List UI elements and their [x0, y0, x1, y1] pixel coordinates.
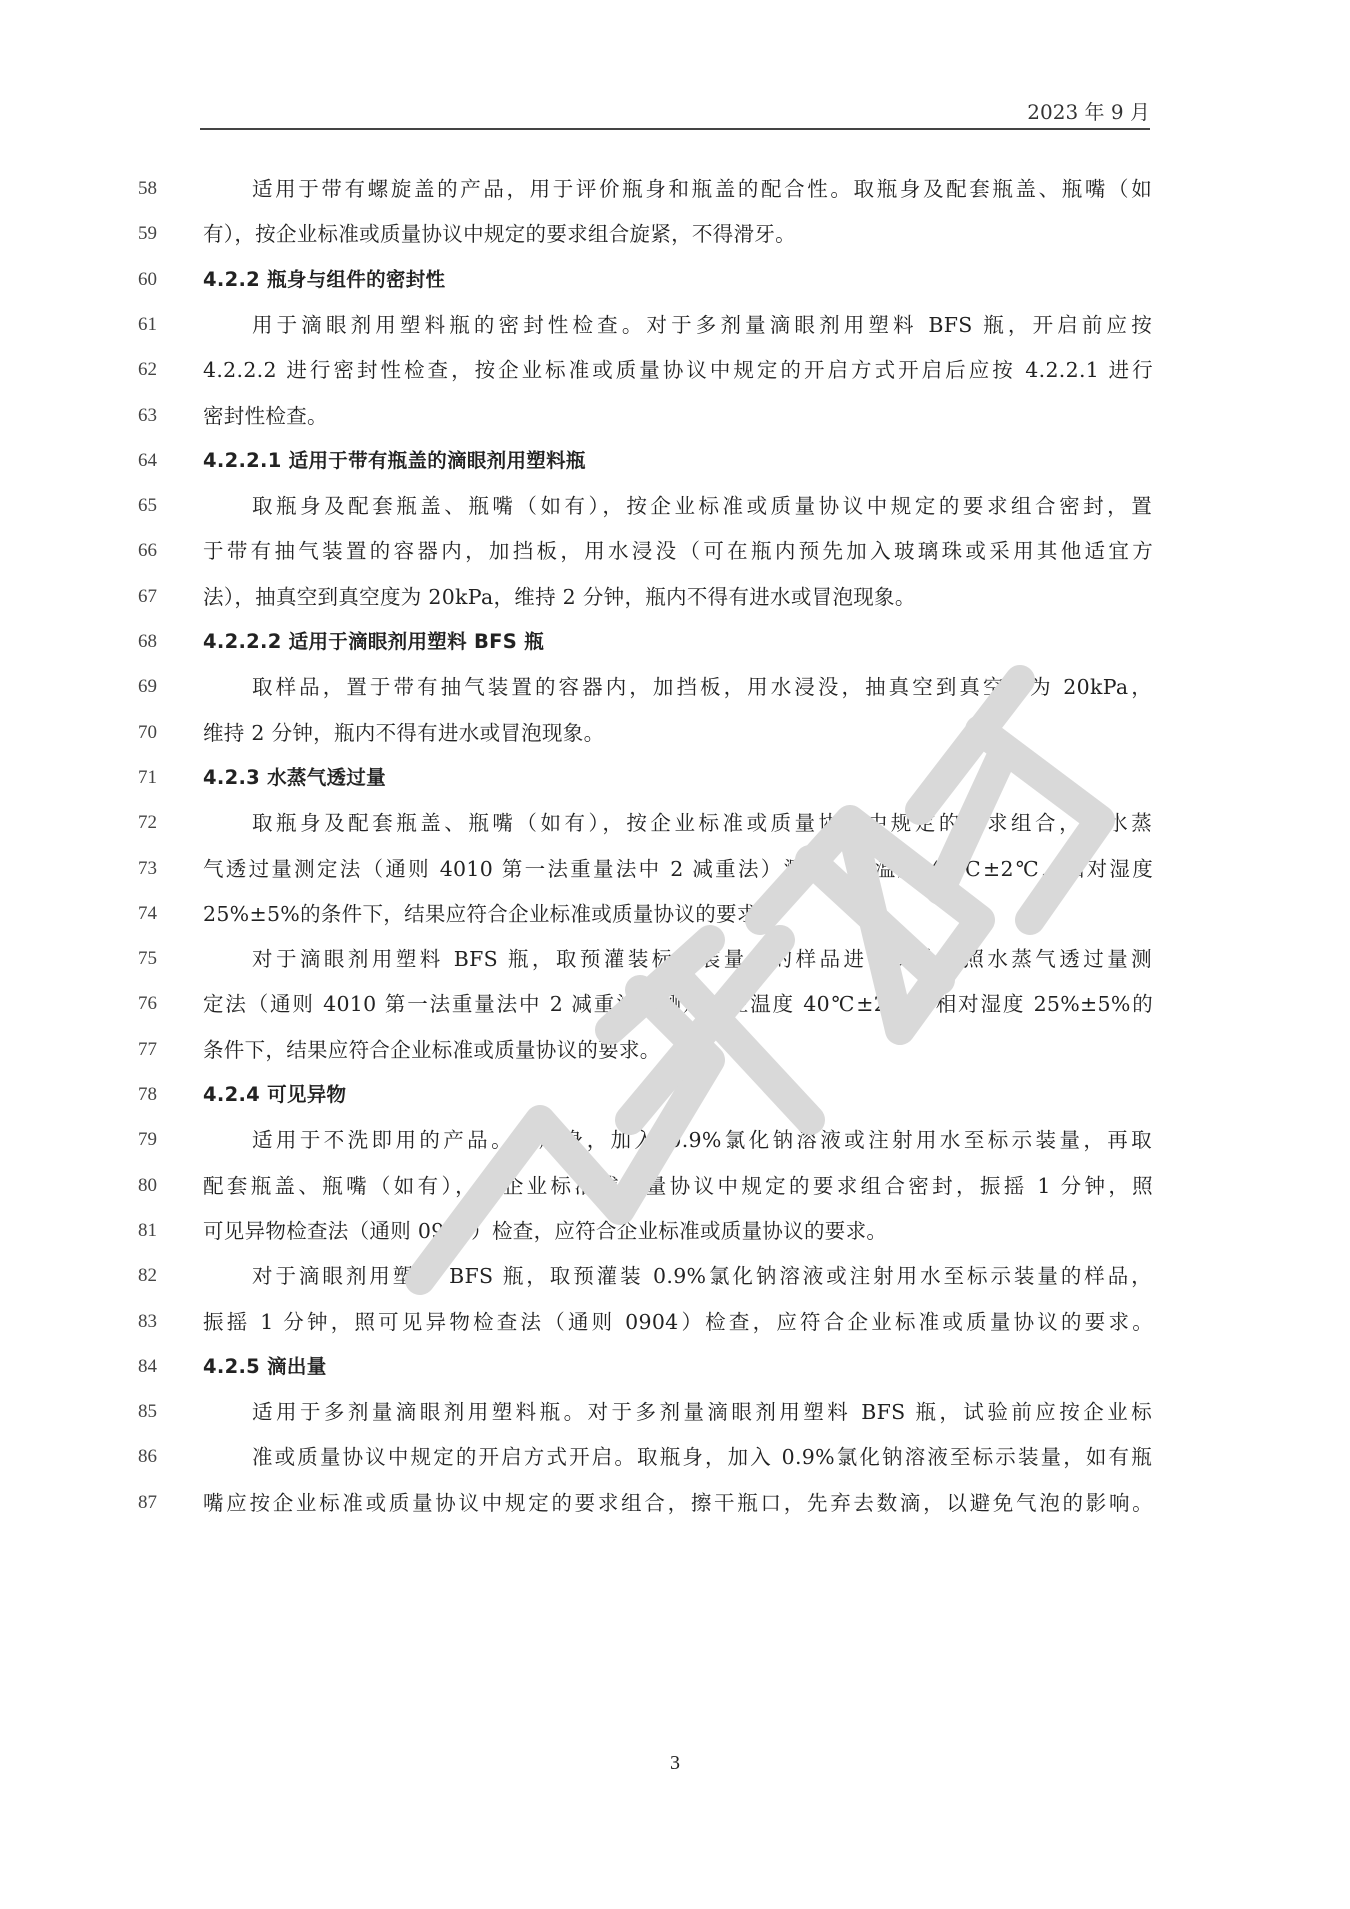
document-line — [0, 1214, 1350, 1248]
document-line — [0, 172, 1350, 206]
line-number: 70 — [138, 721, 157, 743]
line-number: 71 — [138, 766, 157, 788]
line-text: 取瓶身及配套瓶盖、瓶嘴（如有），按企业标准或质量协议中规定的要求组合密封，置 — [252, 494, 1152, 519]
section-heading: 4.2.2.2 适用于滴眼剂用塑料 BFS 瓶 — [203, 630, 544, 653]
document-line — [0, 897, 1350, 931]
document-line — [0, 670, 1350, 704]
document-line — [0, 1395, 1350, 1429]
line-number: 72 — [138, 812, 157, 834]
section-heading: 4.2.5 滴出量 — [203, 1354, 327, 1378]
document-line — [0, 1486, 1350, 1520]
line-number: 81 — [138, 1219, 157, 1241]
document-line — [0, 489, 1350, 523]
document-line — [0, 353, 1350, 387]
line-text: 对于滴眼剂用塑料 BFS 瓶，取预灌装标示装量水的样品进行试验，照水蒸气透过量测 — [252, 947, 1152, 972]
header-rule — [200, 128, 1150, 130]
line-text: 取瓶身及配套瓶盖、瓶嘴（如有），按企业标准或质量协议中规定的要求组合，照水蒸 — [252, 811, 1152, 836]
line-text: 对于滴眼剂用塑料 BFS 瓶，取预灌装 0.9%氯化钠溶液或注射用水至标示装量的样品， — [252, 1264, 1152, 1289]
document-line — [0, 625, 1350, 659]
line-text: 气透过量测定法（通则 4010 第一法重量法中 2 减重法）测定，在温度 40℃±2℃，相对湿度 — [203, 856, 1153, 881]
line-number: 62 — [138, 359, 157, 381]
line-number: 66 — [138, 540, 157, 562]
line-number: 63 — [138, 404, 157, 426]
line-text: 嘴应按企业标准或质量协议中规定的要求组合，擦干瓶口，先弃去数滴，以避免气泡的影响。 — [203, 1490, 1153, 1515]
line-number: 85 — [138, 1401, 157, 1423]
section-heading: 4.2.4 可见异物 — [203, 1083, 347, 1106]
document-line — [0, 263, 1350, 297]
line-text: 25%±5%的条件下，结果应符合企业标准或质量协议的要求。 — [203, 901, 779, 926]
line-number: 86 — [138, 1446, 157, 1468]
line-text: 有），按企业标准或质量协议中规定的要求组合旋紧，不得滑牙。 — [203, 222, 796, 247]
line-text: 振摇 1 分钟，照可见异物检查法（通则 0904）检查，应符合企业标准或质量协议的要求。 — [203, 1309, 1153, 1334]
line-text: 准或质量协议中规定的开启方式开启。取瓶身，加入 0.9%氯化钠溶液至标示装量，如有瓶 — [252, 1445, 1152, 1470]
line-number: 60 — [138, 268, 157, 290]
line-number: 75 — [138, 948, 157, 970]
line-text: 取样品，置于带有抽气装置的容器内，加挡板，用水浸没，抽真空到真空度为 20kPa， — [252, 675, 1152, 700]
document-line — [0, 399, 1350, 433]
line-number: 79 — [138, 1129, 157, 1151]
line-number: 74 — [138, 902, 157, 924]
document-line — [0, 444, 1350, 478]
page-number: 3 — [670, 1752, 680, 1774]
line-number: 82 — [138, 1265, 157, 1287]
document-line — [0, 716, 1350, 750]
line-number: 68 — [138, 631, 157, 652]
section-heading: 4.2.2 瓶身与组件的密封性 — [203, 267, 446, 291]
line-text: 可见异物检查法（通则 0904）检查，应符合企业标准或质量协议的要求。 — [203, 1218, 888, 1243]
document-line — [0, 1033, 1350, 1067]
document-line — [0, 761, 1350, 795]
header-date: 2023 年 9 月 — [1027, 100, 1150, 124]
line-text: 条件下，结果应符合企业标准或质量协议的要求。 — [203, 1037, 661, 1062]
document-line — [0, 1440, 1350, 1474]
line-number: 65 — [138, 495, 157, 517]
line-text: 于带有抽气装置的容器内，加挡板，用水浸没（可在瓶内预先加入玻璃珠或采用其他适宜方 — [203, 539, 1153, 564]
line-number: 77 — [138, 1038, 157, 1060]
document-line — [0, 534, 1350, 568]
line-text: 适用于不洗即用的产品。取瓶身，加入 0.9%氯化钠溶液或注射用水至标示装量，再取 — [252, 1128, 1152, 1153]
document-line — [0, 942, 1350, 976]
line-text: 密封性检查。 — [203, 403, 328, 428]
line-number: 87 — [138, 1491, 157, 1513]
document-line — [0, 217, 1350, 251]
line-number: 73 — [138, 857, 157, 879]
line-number: 67 — [138, 585, 157, 607]
line-text: 4.2.2.2 进行密封性检查，按企业标准或质量协议中规定的开启方式开启后应按 4.2.2.1 进行 — [203, 358, 1153, 383]
document-line — [0, 1169, 1350, 1203]
line-text: 法），抽真空到真空度为 20kPa，维持 2 分钟，瓶内不得有进水或冒泡现象。 — [203, 584, 916, 609]
document-line — [0, 852, 1350, 886]
document-line — [0, 1078, 1350, 1112]
document-line — [0, 1305, 1350, 1339]
line-text: 配套瓶盖、瓶嘴（如有），按企业标准或质量协议中规定的要求组合密封，振摇 1 分钟，照 — [203, 1173, 1153, 1198]
document-line — [0, 987, 1350, 1021]
document-line — [0, 1350, 1350, 1384]
line-number: 59 — [138, 223, 157, 245]
line-text: 适用于带有螺旋盖的产品，用于评价瓶身和瓶盖的配合性。取瓶身及配套瓶盖、瓶嘴（如 — [252, 177, 1152, 201]
document-line — [0, 580, 1350, 614]
document-line — [0, 806, 1350, 840]
line-text: 维持 2 分钟，瓶内不得有进水或冒泡现象。 — [203, 720, 605, 745]
section-heading: 4.2.3 水蒸气透过量 — [203, 765, 386, 789]
line-text: 适用于多剂量滴眼剂用塑料瓶。对于多剂量滴眼剂用塑料 BFS 瓶，试验前应按企业标 — [252, 1400, 1152, 1425]
line-number: 84 — [138, 1355, 157, 1377]
line-number: 80 — [138, 1174, 157, 1196]
line-text: 定法（通则 4010 第一法重量法中 2 减重法）测定，在温度 40℃±2℃，相对湿度 25%±5%的 — [203, 992, 1153, 1017]
document-line — [0, 308, 1350, 342]
section-heading: 4.2.2.1 适用于带有瓶盖的滴眼剂用塑料瓶 — [203, 448, 586, 472]
line-text: 用于滴眼剂用塑料瓶的密封性检查。对于多剂量滴眼剂用塑料 BFS 瓶，开启前应按 — [252, 312, 1152, 337]
line-number: 76 — [138, 993, 157, 1015]
line-number: 61 — [138, 313, 157, 335]
line-number: 83 — [138, 1310, 157, 1332]
document-line — [0, 1259, 1350, 1293]
line-number: 69 — [138, 676, 157, 698]
line-number: 64 — [138, 449, 157, 471]
line-number: 58 — [138, 178, 157, 199]
document-line — [0, 1123, 1350, 1157]
line-number: 78 — [138, 1084, 157, 1105]
